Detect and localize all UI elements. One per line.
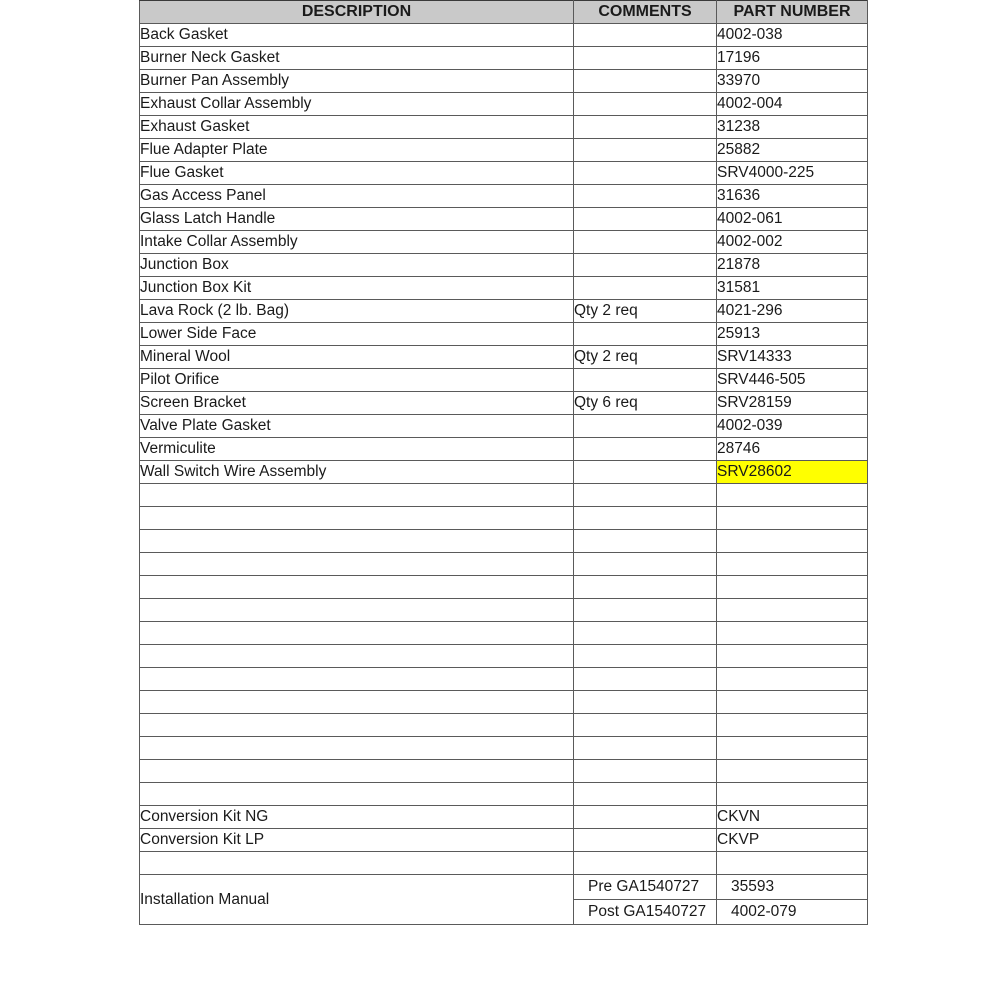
part-number-cell: 4002-004 xyxy=(717,93,868,116)
description-cell: Conversion Kit LP xyxy=(140,829,574,852)
description-cell xyxy=(140,760,574,783)
table-row xyxy=(140,162,868,185)
table-row xyxy=(140,576,868,599)
description-cell xyxy=(140,507,574,530)
table-row xyxy=(140,208,868,231)
comments-cell xyxy=(574,806,717,829)
comments-cell xyxy=(574,369,717,392)
part-number-cell: 31238 xyxy=(717,116,868,139)
description-cell: Junction Box Kit xyxy=(140,277,574,300)
comments-cell: Qty 2 req xyxy=(574,300,717,323)
comments-cell xyxy=(574,760,717,783)
table-row xyxy=(140,24,868,47)
table-row xyxy=(140,116,868,139)
table-row xyxy=(140,415,868,438)
description-cell xyxy=(140,645,574,668)
part-number-cell xyxy=(717,553,868,576)
part-number-cell: 28746 xyxy=(717,438,868,461)
table-row xyxy=(140,47,868,70)
comments-cell xyxy=(574,277,717,300)
part-number-cell: 25882 xyxy=(717,139,868,162)
table-row xyxy=(140,139,868,162)
comments-cell xyxy=(574,507,717,530)
description-cell: Burner Neck Gasket xyxy=(140,47,574,70)
description-cell: Mineral Wool xyxy=(140,346,574,369)
installation-manual-row xyxy=(140,875,868,925)
description-cell xyxy=(140,530,574,553)
table-row xyxy=(140,806,868,829)
table-row xyxy=(140,852,868,875)
installation-manual-part-post: 4002-079 xyxy=(717,899,867,924)
part-number-cell xyxy=(717,668,868,691)
table-row xyxy=(140,829,868,852)
description-cell xyxy=(140,852,574,875)
description-cell: Conversion Kit NG xyxy=(140,806,574,829)
description-cell: Flue Gasket xyxy=(140,162,574,185)
description-cell xyxy=(140,599,574,622)
part-number-cell xyxy=(717,622,868,645)
installation-manual-comment-post: Post GA1540727 xyxy=(574,899,716,924)
comments-cell xyxy=(574,645,717,668)
part-number-cell xyxy=(717,576,868,599)
header-part-number: PART NUMBER xyxy=(717,1,868,24)
comments-cell xyxy=(574,622,717,645)
table-row xyxy=(140,277,868,300)
description-cell: Back Gasket xyxy=(140,24,574,47)
description-cell xyxy=(140,668,574,691)
table-row xyxy=(140,691,868,714)
part-number-cell xyxy=(717,714,868,737)
comments-cell: Qty 2 req xyxy=(574,346,717,369)
comments-cell xyxy=(574,553,717,576)
description-cell xyxy=(140,737,574,760)
description-cell: Junction Box xyxy=(140,254,574,277)
table-row xyxy=(140,392,868,415)
comments-cell xyxy=(574,599,717,622)
installation-manual-comment-pre: Pre GA1540727 xyxy=(588,878,700,895)
part-number-cell: 17196 xyxy=(717,47,868,70)
comments-cell xyxy=(574,323,717,346)
part-number-cell: CKVN xyxy=(717,806,868,829)
part-number-cell: SRV28159 xyxy=(717,392,868,415)
installation-manual-description: Installation Manual xyxy=(140,875,574,925)
part-number-cell: 4002-061 xyxy=(717,208,868,231)
comments-cell xyxy=(574,576,717,599)
table-row xyxy=(140,760,868,783)
table-row xyxy=(140,323,868,346)
part-number-cell xyxy=(717,737,868,760)
table-row xyxy=(140,438,868,461)
description-cell: Screen Bracket xyxy=(140,392,574,415)
comments-cell xyxy=(574,208,717,231)
comments-cell xyxy=(574,139,717,162)
part-number-cell: 4002-038 xyxy=(717,24,868,47)
installation-manual-part-pre: 35593 xyxy=(731,878,775,895)
part-number-cell xyxy=(717,645,868,668)
description-cell xyxy=(140,691,574,714)
table-row xyxy=(140,783,868,806)
comments-cell: Qty 6 req xyxy=(574,392,717,415)
installation-manual-section xyxy=(140,875,868,925)
table-row xyxy=(140,714,868,737)
table-row xyxy=(140,737,868,760)
table-row xyxy=(140,530,868,553)
table-row xyxy=(140,70,868,93)
table-row xyxy=(140,93,868,116)
part-number-cell: 21878 xyxy=(717,254,868,277)
part-number-cell: SRV446-505 xyxy=(717,369,868,392)
part-number-cell xyxy=(717,760,868,783)
comments-cell xyxy=(574,668,717,691)
description-cell xyxy=(140,714,574,737)
description-cell: Intake Collar Assembly xyxy=(140,231,574,254)
table-row xyxy=(140,254,868,277)
installation-manual-comments xyxy=(574,875,717,925)
table-row xyxy=(140,461,868,484)
part-number-cell: 4002-039 xyxy=(717,415,868,438)
installation-manual-part-numbers xyxy=(717,875,868,925)
part-number-cell: CKVP xyxy=(717,829,868,852)
comments-cell xyxy=(574,438,717,461)
description-cell xyxy=(140,622,574,645)
table-row xyxy=(140,507,868,530)
part-number-cell: 25913 xyxy=(717,323,868,346)
part-number-cell: 4021-296 xyxy=(717,300,868,323)
comments-cell xyxy=(574,116,717,139)
parts-table xyxy=(139,0,868,925)
table-row xyxy=(140,484,868,507)
part-number-cell xyxy=(717,783,868,806)
comments-cell xyxy=(574,162,717,185)
table-row xyxy=(140,668,868,691)
comments-cell xyxy=(574,93,717,116)
description-cell: Flue Adapter Plate xyxy=(140,139,574,162)
description-cell: Lower Side Face xyxy=(140,323,574,346)
table-row xyxy=(140,185,868,208)
description-cell: Vermiculite xyxy=(140,438,574,461)
header-description: DESCRIPTION xyxy=(140,1,574,24)
comments-cell xyxy=(574,47,717,70)
description-cell xyxy=(140,783,574,806)
part-number-cell xyxy=(717,530,868,553)
part-number-cell: 31581 xyxy=(717,277,868,300)
highlighted-part-number-cell: SRV28602 xyxy=(717,461,868,484)
table-row xyxy=(140,346,868,369)
table-row xyxy=(140,553,868,576)
header-comments: COMMENTS xyxy=(574,1,717,24)
part-number-cell xyxy=(717,691,868,714)
comments-cell xyxy=(574,185,717,208)
description-cell: Exhaust Collar Assembly xyxy=(140,93,574,116)
description-cell: Valve Plate Gasket xyxy=(140,415,574,438)
part-number-cell: 31636 xyxy=(717,185,868,208)
table-row xyxy=(140,645,868,668)
part-number-cell: 33970 xyxy=(717,70,868,93)
comments-cell xyxy=(574,415,717,438)
comments-cell xyxy=(574,737,717,760)
comments-cell xyxy=(574,852,717,875)
part-number-cell xyxy=(717,507,868,530)
comments-cell xyxy=(574,24,717,47)
description-cell: Glass Latch Handle xyxy=(140,208,574,231)
part-number-cell xyxy=(717,852,868,875)
comments-cell xyxy=(574,461,717,484)
description-cell xyxy=(140,484,574,507)
comments-cell xyxy=(574,484,717,507)
comments-cell xyxy=(574,231,717,254)
description-cell xyxy=(140,553,574,576)
table-row xyxy=(140,599,868,622)
description-cell: Burner Pan Assembly xyxy=(140,70,574,93)
parts-body xyxy=(140,24,868,875)
part-number-cell xyxy=(717,484,868,507)
comments-cell xyxy=(574,70,717,93)
comments-cell xyxy=(574,691,717,714)
table-row xyxy=(140,622,868,645)
header-row xyxy=(140,1,868,24)
comments-cell xyxy=(574,829,717,852)
comments-cell xyxy=(574,714,717,737)
description-cell xyxy=(140,576,574,599)
description-cell: Wall Switch Wire Assembly xyxy=(140,461,574,484)
comments-cell xyxy=(574,530,717,553)
description-cell: Exhaust Gasket xyxy=(140,116,574,139)
part-number-cell: SRV4000-225 xyxy=(717,162,868,185)
table-row xyxy=(140,231,868,254)
description-cell: Pilot Orifice xyxy=(140,369,574,392)
comments-cell xyxy=(574,783,717,806)
description-cell: Lava Rock (2 lb. Bag) xyxy=(140,300,574,323)
part-number-cell xyxy=(717,599,868,622)
part-number-cell: 4002-002 xyxy=(717,231,868,254)
table-row xyxy=(140,300,868,323)
comments-cell xyxy=(574,254,717,277)
description-cell: Gas Access Panel xyxy=(140,185,574,208)
table-row xyxy=(140,369,868,392)
part-number-cell: SRV14333 xyxy=(717,346,868,369)
